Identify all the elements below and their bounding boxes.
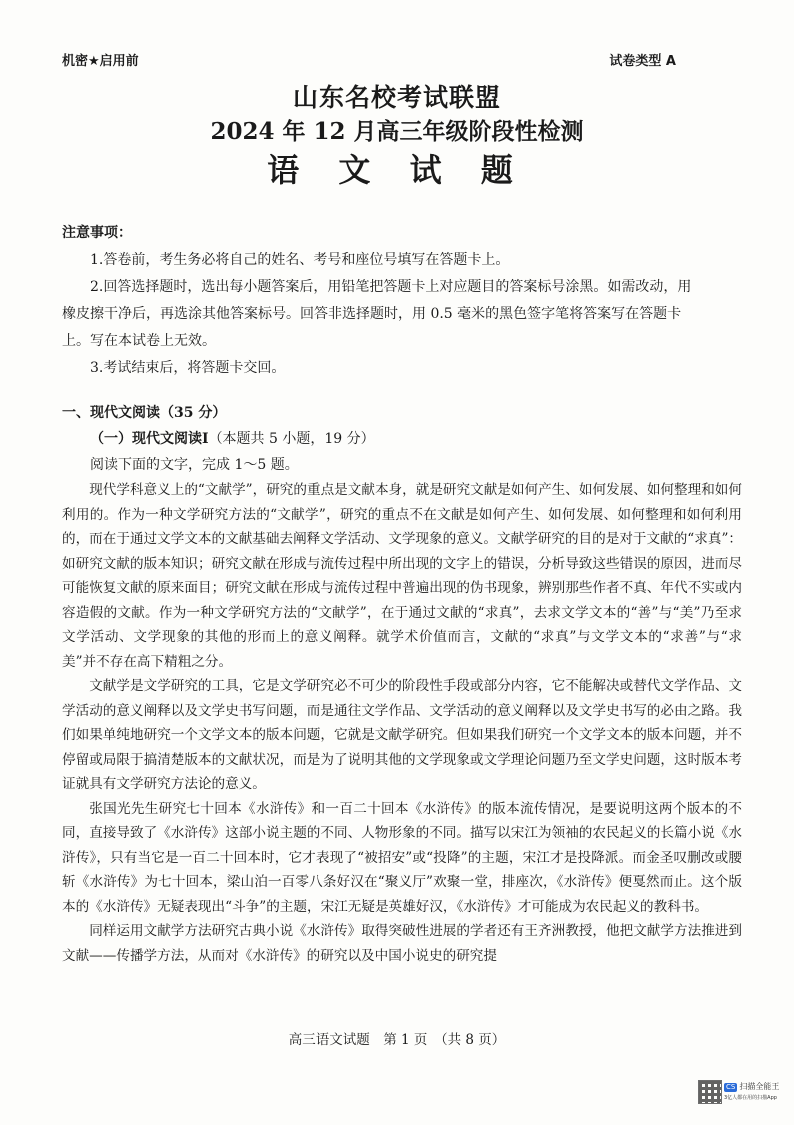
section-header bbox=[62, 400, 742, 478]
instructions-block bbox=[62, 220, 702, 382]
instruction-item: 2.回答选择题时，选出每小题答案后，用铅笔把答题卡上对应题目的答案标号涂黑。如需改动，用橡皮擦干净后，再选涂其他答案标号。回答非选择题时，用 0.5 毫米的黑色签字笔将答案写在答题卡上。写在本试卷上无效。 bbox=[62, 279, 692, 349]
paper-type-label: 试卷类型 A bbox=[609, 54, 676, 69]
subject-title: 语 文 试 题 bbox=[267, 151, 527, 189]
passage-paragraph: 现代学科意义上的“文献学”，研究的重点是文献本身，就是研究文献是如何产生、如何发展、如何整理和如何利用的。作为一种文学研究方法的“文献学”，研究的重点不在文献是如何产生、如何发展、如何整理和如何利用的，而在于通过文学文本的文献基础去阐释文学活动、文学现象的意义。文献学研究的目的是对于文献的“求真”：如研究文献的版本知识；研究文献在形成与流传过程中所出现的文字上的错误，分析导致这些错误的原因，进而尽可能恢复文献的原来面目；研究文献在形成与流传过程中普遍出现的伪书现象，辨别那些作者不真、年代不实或内容造假的文献。作为一种文学研究方法的“文献学”，在于通过文献的“求真”，去求文学文本的“善”与“美”乃至求文学活动、文学现象的其他的形而上的意义阐释。就学术价值而言，文献的“求真”与文学文本的“求善”与“求美”并不存在高下精粗之分。 bbox=[62, 482, 742, 670]
passage-paragraph: 同样运用文献学方法研究古典小说《水浒传》取得突破性进展的学者还有王齐洲教授，他把文献学方法推进到文献——传播学方法，从而对《水浒传》的研究以及中国小说史的研究提 bbox=[62, 923, 742, 964]
confidential-label: 机密★启用前 bbox=[62, 54, 139, 69]
passage-paragraph: 文献学是文学研究的工具，它是文学研究必不可少的阶段性手段或部分内容，它不能解决或替代文学作品、文学活动的意义阐释以及文学史书写问题，而是通往文学作品、文学活动的意义阐释以及文学史书写的必由之路。我们如果单纯地研究一个文学文本的版本问题，它就是文献学研究。但如果我们研究一个文学文本的版本问题，并不停留或局限于搞清楚版本的文献状况，而是为了说明其他的文学现象或文学理论问题乃至文学史问题，这时版本考证就具有文学研究方法论的意义。 bbox=[62, 678, 742, 792]
subsection-name: （一）现代文阅读Ⅰ bbox=[90, 431, 209, 447]
scanner-logo-icon: CS bbox=[726, 1083, 736, 1091]
instructions-heading: 注意事项： bbox=[62, 225, 132, 241]
scanner-watermark bbox=[724, 1082, 780, 1100]
instruction-item: 3.考试结束后，将答题卡交回。 bbox=[90, 360, 286, 376]
subsection-note: （本题共 5 小题，19 分） bbox=[208, 431, 375, 447]
instruction-item: 1.答卷前，考生务必将自己的姓名、考号和座位号填写在答题卡上。 bbox=[90, 252, 510, 268]
page-footer: 高三语文试题 第 1 页 （共 8 页） bbox=[288, 1032, 506, 1048]
exam-title: 2024 年 12 月高三年级阶段性检测 bbox=[210, 118, 584, 145]
section-title: 一、现代文阅读（35 分） bbox=[62, 405, 227, 421]
qr-code-icon bbox=[698, 1080, 722, 1104]
reading-passage bbox=[62, 478, 742, 968]
exam-organization: 山东名校考试联盟 bbox=[292, 83, 501, 112]
subsection-title bbox=[62, 426, 742, 452]
scanner-tagline: 3亿人都在用的扫描App bbox=[724, 1095, 777, 1101]
scanner-app-name: 扫描全能王 bbox=[739, 1082, 780, 1091]
reading-instruction: 阅读下面的文字，完成 1～5 题。 bbox=[90, 457, 299, 473]
passage-paragraph: 张国光先生研究七十回本《水浒传》和一百二十回本《水浒传》的版本流传情况，是要说明这两个版本的不同，直接导致了《水浒传》这部小说主题的不同、人物形象的不同。描写以宋江为领袖的农民起义的长篇小说《水浒传》，只有当它是一百二十回本时，它才表现了“被招安”或“投降”的主题，宋江才是投降派。而金圣叹删改或腰斩《水浒传》为七十回本，梁山泊一百零八条好汉在“聚义厅”欢聚一堂，排座次，《水浒传》便戛然而止。这个版本的《水浒传》无疑表现出“斗争”的主题，宋江无疑是英雄好汉，《水浒传》才可能成为农民起义的教科书。 bbox=[62, 800, 742, 915]
